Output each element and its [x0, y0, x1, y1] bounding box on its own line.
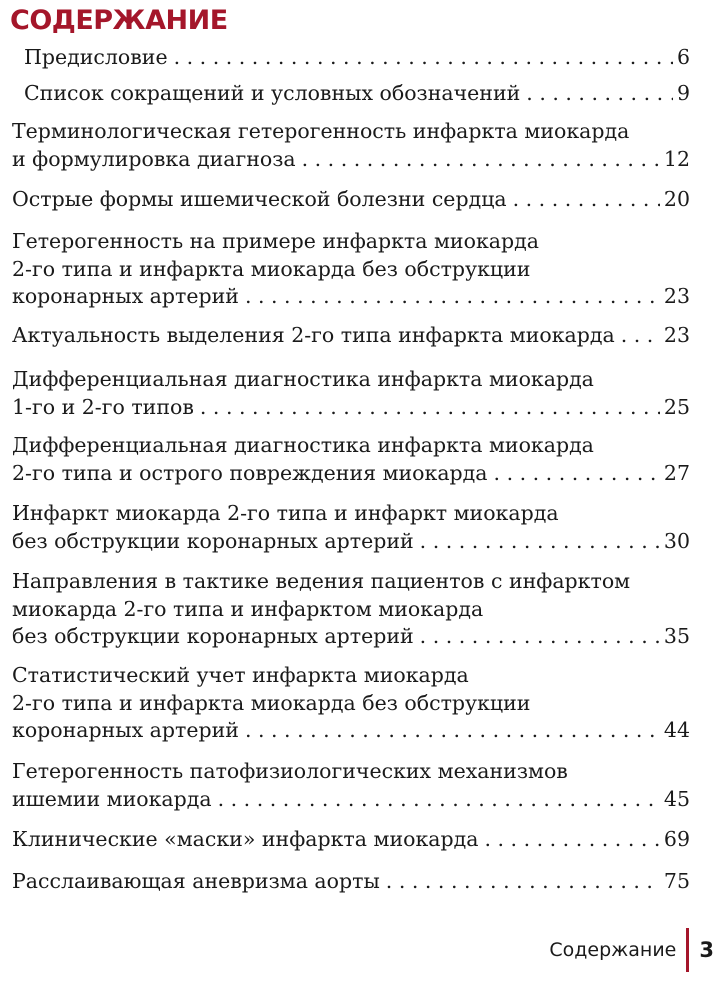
- toc-entry-final-line: [12, 460, 690, 488]
- toc-entry-title-line: Дифференциальная диагностика инфаркта миокарда: [12, 433, 594, 457]
- toc-entry-final-line: [24, 44, 690, 72]
- footer-section-label: Содержание: [549, 939, 677, 961]
- dot-leader: [494, 460, 660, 488]
- toc-entry-title-line: Предисловие: [24, 45, 168, 69]
- toc-entry-title-line: Терминологическая гетерогенность инфаркта миокарда: [12, 119, 630, 143]
- toc-entry-title-line: без обструкции коронарных артерий: [12, 528, 414, 553]
- dot-leader: [200, 394, 660, 422]
- dot-leader: [174, 44, 673, 72]
- page-title: СОДЕРЖАНИЕ: [10, 5, 228, 36]
- toc-page-number: 35: [663, 624, 690, 648]
- toc-entry: [12, 868, 690, 896]
- toc-entry: [12, 366, 690, 421]
- toc-entry: [12, 758, 690, 813]
- toc-entry: [12, 826, 690, 854]
- toc-entry-title-line: Дифференциальная диагностика инфаркта миокарда: [12, 367, 594, 391]
- toc-page-number: 45: [663, 786, 690, 811]
- toc-page-number: 69: [663, 827, 690, 851]
- dot-leader: [386, 868, 660, 896]
- toc-page-number: 6: [676, 45, 690, 69]
- toc-entry-title-line: Статистический учет инфаркта миокарда: [12, 663, 469, 687]
- toc-entry-title-line: ишемии миокарда: [12, 786, 212, 811]
- toc-entry-final-line: [12, 186, 690, 214]
- toc-entry-title-line: без обструкции коронарных артерий: [12, 624, 414, 648]
- toc-page-number: 30: [663, 528, 690, 553]
- toc-page-number: 27: [663, 460, 690, 485]
- dot-leader: [218, 786, 660, 814]
- running-footer: [549, 928, 720, 972]
- toc-entry-title-line: Список сокращений и условных обозначений: [24, 81, 521, 105]
- toc-entry-final-line: [24, 80, 690, 108]
- toc-entry-title-line: Инфаркт миокарда 2-го типа и инфаркт миокарда: [12, 501, 559, 525]
- toc-entry-title-line: Острые формы ишемической болезни сердца: [12, 187, 507, 211]
- toc-entry-final-line: [12, 717, 690, 745]
- toc-entry-title-line: Клинические «маски» инфаркта миокарда: [12, 827, 479, 851]
- toc-entry-final-line: [12, 623, 690, 651]
- dot-leader: [621, 322, 660, 350]
- dot-leader: [302, 146, 660, 174]
- toc-page-number: 44: [663, 718, 690, 742]
- toc-entry-title-line: 2-го типа и инфаркта миокарда без обструкции: [12, 690, 531, 715]
- toc-entry-final-line: [12, 826, 690, 854]
- toc-entry-title-line: коронарных артерий: [12, 284, 239, 308]
- toc-entry: [12, 322, 690, 350]
- toc-page-number: 12: [663, 146, 690, 171]
- dot-leader: [420, 528, 660, 556]
- toc-page-number: 20: [663, 187, 690, 211]
- footer-page-number: 3: [699, 938, 714, 962]
- toc-entry-title-line: и формулировка диагноза: [12, 146, 296, 171]
- toc-entry: [12, 432, 690, 487]
- toc-entry-final-line: [12, 322, 690, 350]
- dot-leader: [245, 717, 660, 745]
- toc-entry: [12, 568, 690, 651]
- toc-entry-title-line: Актуальность выделения 2-го типа инфаркта миокарда: [12, 323, 615, 347]
- toc-entry-title-line: Гетерогенность на примере инфаркта миокарда: [12, 229, 539, 253]
- dot-leader: [484, 826, 659, 854]
- dot-leader: [513, 186, 660, 214]
- toc-entry-final-line: [12, 283, 690, 311]
- toc-entry-title-line: 2-го типа и острого повреждения миокарда: [12, 460, 488, 485]
- dot-leader: [420, 623, 660, 651]
- toc-entry-title-line: Направления в тактике ведения пациентов с инфарктом: [12, 569, 631, 593]
- toc-entry: [12, 118, 690, 173]
- toc-entry-final-line: [12, 868, 690, 896]
- toc-entry: [12, 500, 690, 555]
- toc-entry-title-line: Расслаивающая аневризма аорты: [12, 869, 380, 893]
- footer-divider: [686, 928, 689, 972]
- toc-entry-title-line: 1-го и 2-го типов: [12, 394, 194, 419]
- toc-page-number: 25: [663, 394, 690, 419]
- toc-entry: [12, 662, 690, 745]
- toc-entry: [12, 228, 690, 311]
- toc-entry-title-line: Гетерогенность патофизиологических механизмов: [12, 759, 568, 783]
- toc-entry: [24, 44, 690, 72]
- toc-page-number: 9: [676, 81, 690, 105]
- toc-entry-title-line: миокарда 2-го типа и инфарктом миокарда: [12, 596, 484, 621]
- toc-entry-title-line: коронарных артерий: [12, 718, 239, 742]
- dot-leader: [245, 283, 660, 311]
- toc-page-number: 23: [663, 323, 690, 347]
- toc-entry: [24, 80, 690, 108]
- toc-page-number: 23: [663, 284, 690, 308]
- dot-leader: [526, 80, 673, 108]
- toc-page-number: 75: [663, 869, 690, 893]
- toc-entry-final-line: [12, 394, 690, 422]
- toc-entry-final-line: [12, 786, 690, 814]
- toc-entry: [12, 186, 690, 214]
- toc-entry-final-line: [12, 528, 690, 556]
- toc-entry-title-line: 2-го типа и инфаркта миокарда без обструкции: [12, 256, 531, 281]
- toc-entry-final-line: [12, 146, 690, 174]
